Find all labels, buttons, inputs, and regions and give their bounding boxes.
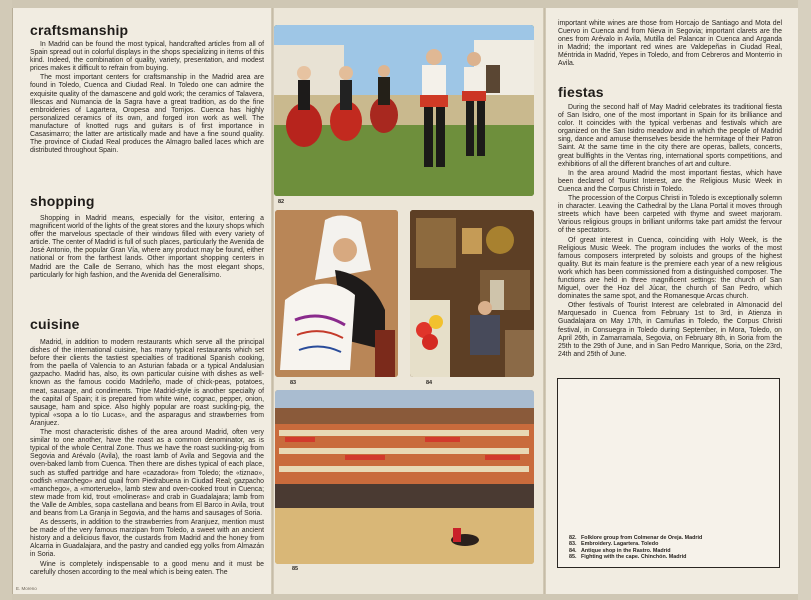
paragraph: In Madrid can be found the most typical, handcrafted articles from all of Spain spread out in colorful displays in the shops specializing in items of this kind. Indeed, the combination of quality, variety, presentation, and modest prices makes it difficult to refrain from buying.: [30, 41, 264, 73]
wines-continued-text: [558, 20, 782, 70]
paragraph: The most characteristic dishes of the area around Madrid, often very similar to one another, have the roast as a common denominator, as is typical of the whole Central Zone. Thus we have the roast suckling-pig from Segovia and Arévalo (Avila), the roast lamb of Avila and Segovia and the oven-baked lamb from Cuenca. Then there are dishes typical of each place, such as stuffed partridge and hare «cazadora» from Toledo; the «tiznao», codfish «marchego» and quail from Piedrabuena in Ciudad Real; gazpacho «manchego», a «morteruelo», lamb stew and oven-cooked trout in Cuenca; stew made from kid, trout «molineras» and crab in Guadalajara; lamb from the Valle de Ambles, sopa castellana and beans from El Barco in Avila, trout and beans from La Granja in Segovia, and the hams and sausages of Soria.: [30, 429, 264, 517]
caption-item: [569, 554, 702, 560]
folk-dance-photo: [274, 25, 534, 196]
fold-line: [543, 8, 546, 594]
caption-number: 83.: [569, 541, 577, 548]
cuisine-text: [30, 339, 264, 578]
paragraph: During the second half of May Madrid celebrates its traditional fiesta of San Isidro, one of the most important in Spain for its brilliance and color. It coincides with the typical verbenas and festivals which are organized on the San Isidro meadow and in which the people of Madrid sing, dance and amuse themselves beside the hermitage of their Patron Saint. At the same time in the city there are operas, ballets, concerts, great bullfights in the Ventas ring, international sports competitions, and exhibitions of all the different branches of art and culture.: [558, 104, 782, 168]
fiestas-heading: fiestas: [558, 84, 604, 100]
shopping-text: [30, 215, 264, 281]
embroidery-illustration: [275, 210, 398, 377]
photo-number: 82: [278, 199, 285, 205]
cuisine-heading: cuisine: [30, 316, 80, 332]
paragraph: Of great interest in Cuenca, coinciding with Holy Week, is the Religious Music Week. The program includes the works of the most famous composers interpreted by soloists and groups of the highest quality. But its main feature is the premiere each year of a new religious work which has been commissioned from a distinguished composer. The functions are held in three magnificent settings: the church of San Miguel, over the Hoz del Júcar, the church of San Pedro, which dominates the same spot, and the Romanesque Arcas church.: [558, 236, 782, 301]
right-edge: [798, 0, 811, 600]
fiestas-text: [558, 104, 782, 360]
left-edge: [0, 0, 12, 600]
photo-number: 83: [290, 380, 297, 386]
photo-number: 85: [292, 566, 299, 572]
caption-text: Embroidery. Lagartera. Toledo: [581, 541, 659, 548]
paragraph: The procession of the Corpus Christi in Toledo is exceptionally solemn in character. Leaving the Cathedral by the Llana Portal it moves through streets which have been carpeted with thyme and sweet marjoram. Various religious groups in brilliant uniforms take part amidst the fervour of the spectators.: [558, 195, 782, 235]
embroidery-photo: [275, 210, 398, 377]
paragraph: important white wines are those from Horcajo de Santiago and Mota del Cuervo in Cuenca and from Nieva in Segovia; important clarets are the ones from Arévalo in Avila, Mutilla del Palancar in Cuenca and Arganda in Madrid; the important red wines are Valdepeñas in Ciudad Real, Méntrida in Madrid, Yepes in Toledo, and from Cebreros and Monterrio in Avila.: [558, 20, 782, 68]
bullfight-illustration: [275, 390, 534, 564]
caption-list: [569, 535, 702, 561]
caption-text: Fighting with the cape. Chinchón. Madrid: [581, 554, 687, 561]
paragraph: Shopping in Madrid means, especially for the visitor, entering a magnificent world of the lights of the great stores and the luxury shops which offer the marvelous spectacle of their windows filled with every variety of article. The center of Madrid is full of such places, particularly the Avenida de José Antonio, the popular Gran Vía, where any product may be found, either national or from the farthest lands. Other important shopping centers in Madrid are the Calle de Serrano, which has the most elegant shops, particularly for high fashion, and the Avenida del Generalísimo.: [30, 215, 264, 279]
caption-number: 82.: [569, 535, 577, 541]
folk-dance-illustration: [274, 25, 534, 196]
paragraph: Madrid, in addition to modern restaurants which serve all the principal dishes of the international cuisine, has many typical restaurants which set before their clients the tastiest specialties of traditional Spanish cooking, from the paella of Valencia to an Asturian fabada or a typical Andalusian gazpacho. Madrid has, also, its own particular cuisine with dishes as well-known as the famous cocido Madrileño, made of chick-peas, potatoes, meat, sausage, and condiments. Tripe Madrid-style is another specialty of the capital of Spain; it is prepared from white wine, cognac, pepper, onion, sausage, ham and spice. Also highly popular are roast suckling-pig, the typical «sopa a lo tío Lucas», and the asparagus and strawberries from Aranjuez.: [30, 339, 264, 427]
paragraph: Wine is completely indispensable to a good menu and it must be carefully chosen according to the meal which is being eaten. The: [30, 560, 264, 576]
antique-shop-illustration: [410, 210, 534, 377]
caption-number: 84.: [569, 547, 577, 554]
paragraph: As desserts, in addition to the strawberries from Aranjuez, mention must be made of the very famous marzipan from Toledo, a sweet with an ancient history and a delicious flavor, the custards from Madrid and the honey from Alcarria in Guadalajara, and the pastry and candied egg yolks from Almazán in Soria.: [30, 519, 264, 559]
footer-code: E. Moreno: [16, 586, 37, 591]
antique-shop-photo: [410, 210, 534, 377]
bullfight-plaza-photo: [275, 390, 534, 564]
craftsmanship-text: [30, 41, 264, 156]
shopping-heading: shopping: [30, 193, 95, 209]
craftsmanship-heading: craftsmanship: [30, 22, 129, 38]
caption-number: 85.: [569, 554, 577, 561]
caption-text: Folklore group from Colmenar de Oreja. Madrid: [581, 535, 703, 541]
paragraph: The most important centers for craftsmanship in the Madrid area are found in Toledo, Cuenca and Ciudad Real. In Toledo one can admire the exquisite quality of the damascene and gold work; the ceramics of Talavera, Illescas and Numancia de la Sagra have a great tradition, as do the fine embroideries of Lagartera, Oropesa and Torrijos. Cuenca has highly personalized ceramics of its own, and forged iron work as well. The manufacture of knotted rugs and guitars is of first importance in Casasimarro; the latter are artistically made and have a fine sound quality. The province of Ciudad Real produces the Almagro balled laces which are distributed throughout Spain.: [30, 74, 264, 155]
paragraph: In the area around Madrid the most important fiestas, which have been declared of Tourist Interest, are the Religious Music Week in Cuenca and the Corpus Christi in Toledo.: [558, 169, 782, 193]
photo-number: 84: [426, 380, 433, 386]
caption-text: Antique shop in the Rastro. Madrid: [581, 547, 671, 554]
paragraph: Other festivals of Tourist Interest are celebrated in Almonacid del Marquesado in Cuenca from February 1st to 3rd, in Atienza in Guadalajara on May 17th, in Camuñas in Toledo, the Corpus Christi festival, in Consuegra in Toledo during September, in Mora, Toledo, on April 26th, in Zamarramala, Segovia, on February 8th, in Soria from the 25th to the 29th of June, and in San Pedro Manrique, Soria, on the 23rd, 24th and 25th of June.: [558, 302, 782, 358]
